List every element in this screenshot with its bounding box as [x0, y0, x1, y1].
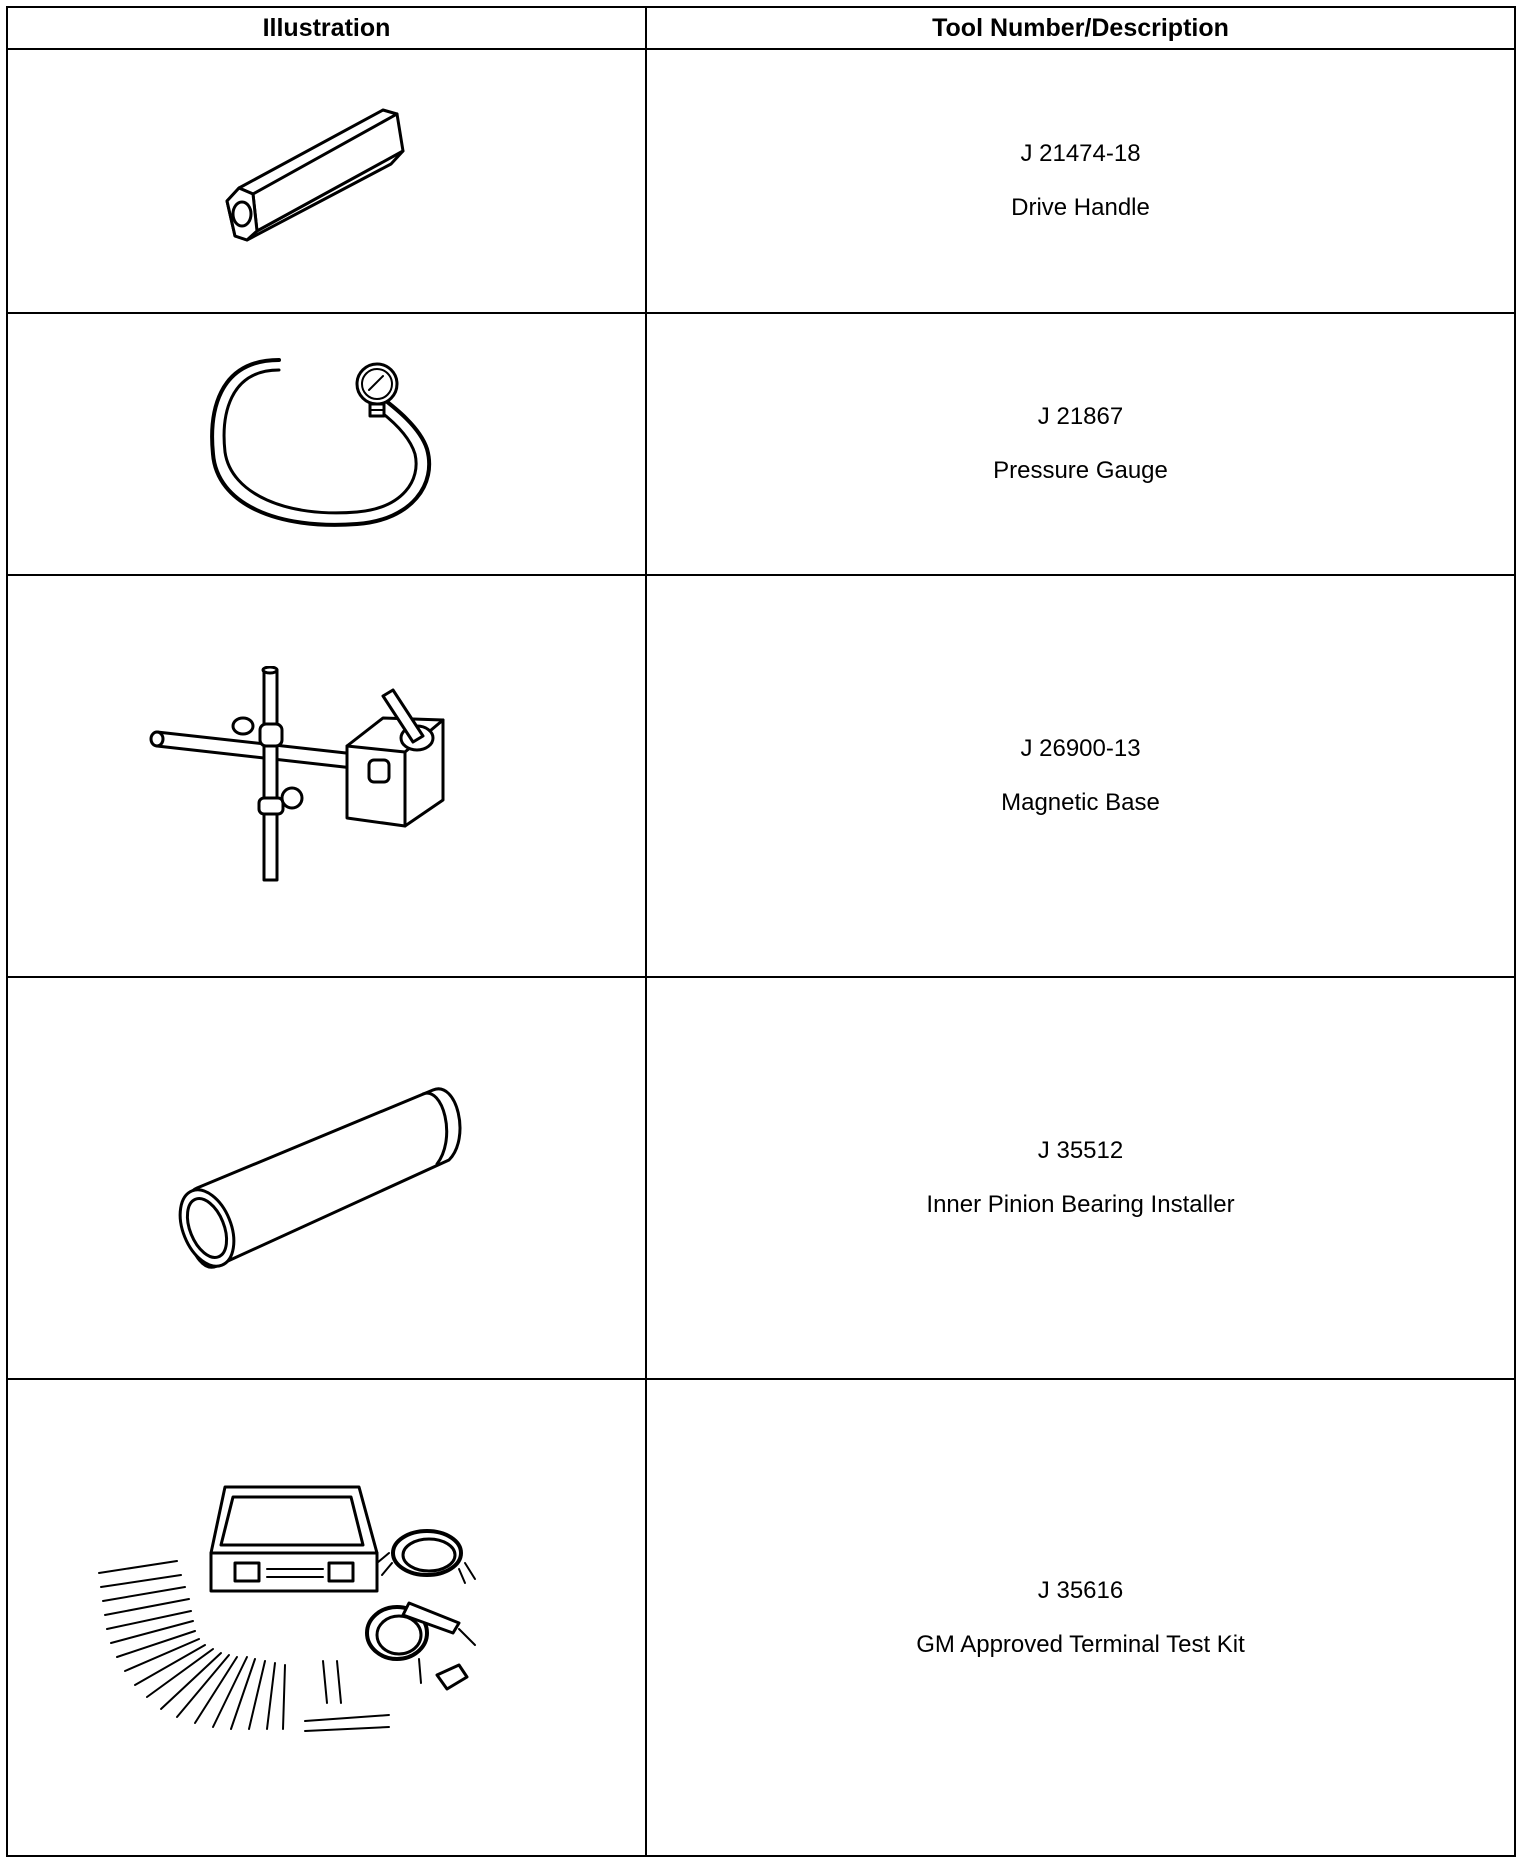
- tool-number: J 35616: [1037, 1576, 1124, 1604]
- tool-cell: [646, 313, 1515, 575]
- tool-cell: [646, 1379, 1515, 1856]
- tool-cell: [646, 575, 1515, 977]
- illustration-cell: [7, 575, 646, 977]
- tool-description: Magnetic Base: [1001, 789, 1160, 816]
- tool-description: Inner Pinion Bearing Installer: [926, 1191, 1235, 1218]
- special-tools-table: [6, 6, 1516, 1857]
- table-row: [7, 977, 1515, 1379]
- tool-cell: [646, 49, 1515, 313]
- illustration-cell: [7, 977, 646, 1379]
- tool-description: Pressure Gauge: [993, 457, 1168, 484]
- terminal-test-kit-icon: [87, 1483, 567, 1753]
- table-row: [7, 313, 1515, 575]
- illustration-cell: [7, 313, 646, 575]
- illustration-header: Illustration: [7, 7, 646, 49]
- bearing-installer-icon: [167, 1078, 487, 1278]
- magnetic-base-icon: [147, 666, 507, 886]
- table-row: [7, 49, 1515, 313]
- tool-cell: [646, 977, 1515, 1379]
- tool-number: J 21867: [1037, 403, 1124, 430]
- tool-description: GM Approved Terminal Test Kit: [916, 1630, 1245, 1658]
- table-header-row: [7, 7, 1515, 49]
- tool-number: J 21474-18: [1020, 140, 1141, 167]
- drive-handle-icon: [217, 106, 437, 256]
- table-row: [7, 1379, 1515, 1856]
- table-row: [7, 575, 1515, 977]
- pressure-gauge-icon: [207, 354, 447, 534]
- illustration-cell: [7, 49, 646, 313]
- tool-header: Tool Number/Description: [646, 7, 1515, 49]
- tool-description: Drive Handle: [1011, 194, 1150, 221]
- illustration-cell: [7, 1379, 646, 1856]
- tool-number: J 35512: [1037, 1137, 1124, 1164]
- tool-number: J 26900-13: [1020, 735, 1141, 762]
